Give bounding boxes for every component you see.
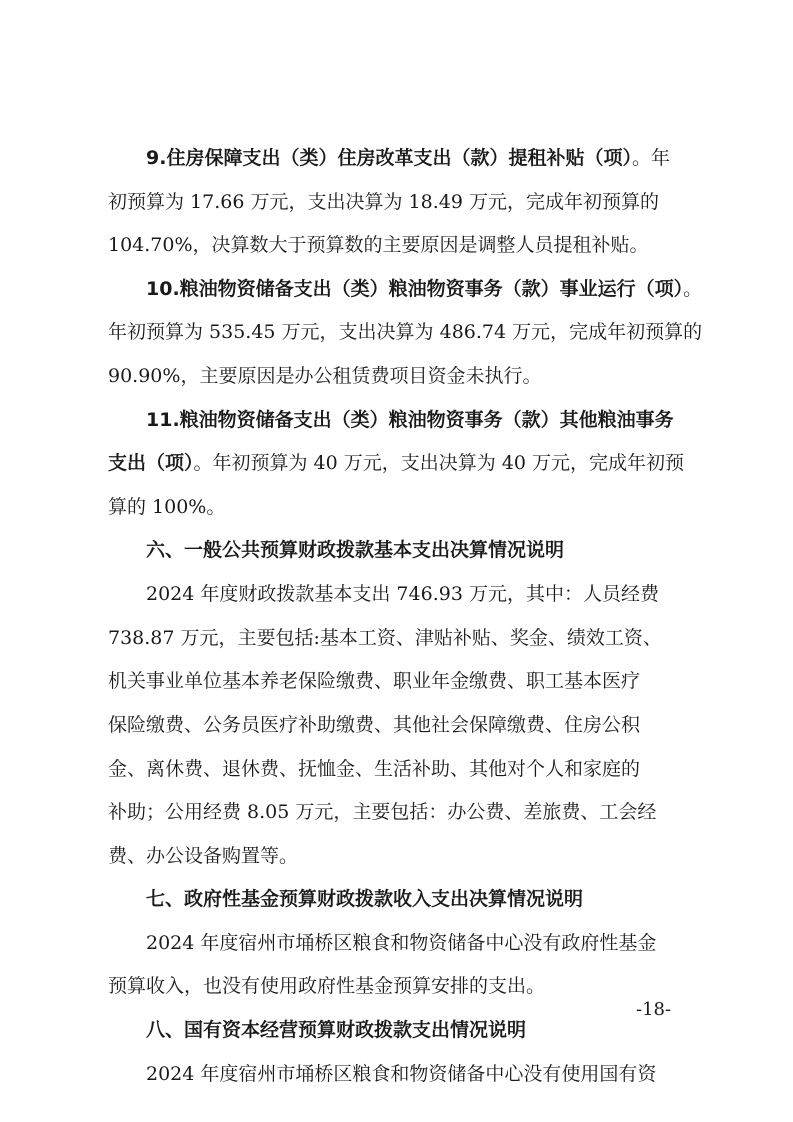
item-11-title-text-2 xyxy=(108,445,684,481)
paragraph-text: 738.87 万元，主要包括:基本工资、津贴补贴、奖金、绩效工资、 xyxy=(108,627,662,649)
section-7-heading-line xyxy=(0,881,793,917)
paragraph-line xyxy=(0,794,793,830)
section-6-heading-line xyxy=(0,532,793,568)
paragraph-text: 保险缴费、公务员医疗补助缴费、其他社会保障缴费、住房公积 xyxy=(108,714,641,736)
paragraph-line xyxy=(0,489,793,525)
item-9-title-line xyxy=(0,140,793,176)
paragraph-line xyxy=(0,1056,793,1092)
paragraph-text: 算的 100%。 xyxy=(108,496,226,518)
item-11-title: 11.粮油物资储备支出（类）粮油物资事务（款）其他粮油事务 xyxy=(146,409,674,431)
paragraph-text: 初预算为 17.66 万元，支出决算为 18.49 万元，完成年初预算的 xyxy=(108,191,659,213)
paragraph-text: 预算收入，也没有使用政府性基金预算安排的支出。 xyxy=(108,975,546,997)
paragraph-text: 金、离休费、退休费、抚恤金、生活补助、其他对个人和家庭的 xyxy=(108,758,641,780)
item-11-tail: 。年初预算为 40 万元，支出决算为 40 万元，完成年初预 xyxy=(193,452,685,474)
paragraph-text: 补助；公用经费 8.05 万元，主要包括：办公费、差旅费、工会经 xyxy=(108,801,657,823)
item-10-title: 10.粮油物资储备支出（类）粮油物资事务（款）事业运行（项） xyxy=(146,278,684,300)
item-10-title-text xyxy=(146,271,702,307)
item-9-title-text xyxy=(146,140,670,176)
paragraph-line xyxy=(0,925,793,961)
page-number: -18- xyxy=(636,999,672,1020)
paragraph-line xyxy=(0,358,793,394)
item-10-title-line xyxy=(0,271,793,307)
paragraph-text: 2024 年度宿州市埇桥区粮食和物资储备中心没有政府性基金 xyxy=(146,932,657,954)
paragraph-line xyxy=(0,707,793,743)
paragraph-line xyxy=(0,184,793,220)
paragraph-text: 2024 年度财政拨款基本支出 746.93 万元，其中：人员经费 xyxy=(146,583,659,605)
paragraph-line xyxy=(0,751,793,787)
paragraph-line xyxy=(0,227,793,263)
paragraph-text: 机关事业单位基本养老保险缴费、职业年金缴费、职工基本医疗 xyxy=(108,670,641,692)
item-10-tail: 。 xyxy=(683,278,703,300)
section-6-heading: 六、一般公共预算财政拨款基本支出决算情况说明 xyxy=(146,539,565,561)
paragraph-line xyxy=(0,968,793,1004)
paragraph-text: 2024 年度宿州市埇桥区粮食和物资储备中心没有使用国有资 xyxy=(146,1063,657,1085)
paragraph-text: 90.90%，主要原因是办公租赁费项目资金未执行。 xyxy=(108,365,542,387)
item-11-title-line xyxy=(0,402,793,438)
item-11-title-cont: 支出（项） xyxy=(108,452,194,474)
paragraph-text: 年初预算为 535.45 万元，支出决算为 486.74 万元，完成年初预算的 xyxy=(108,321,703,343)
section-8-heading: 八、国有资本经营预算财政拨款支出情况说明 xyxy=(146,1019,527,1041)
paragraph-text: 费、办公设备购置等。 xyxy=(108,845,299,867)
paragraph-line xyxy=(0,314,793,350)
item-9-tail: 。年 xyxy=(631,147,670,169)
paragraph-text: 104.70%，决算数大于预算数的主要原因是调整人员提租补贴。 xyxy=(108,234,649,256)
paragraph-line xyxy=(0,576,793,612)
paragraph-line xyxy=(0,663,793,699)
paragraph-line xyxy=(0,838,793,874)
section-8-heading-line xyxy=(0,1012,793,1048)
paragraph-line xyxy=(0,620,793,656)
item-9-title: 9.住房保障支出（类）住房改革支出（款）提租补贴（项） xyxy=(146,147,632,169)
item-11-title-line-2 xyxy=(0,445,793,481)
section-7-heading: 七、政府性基金预算财政拨款收入支出决算情况说明 xyxy=(146,888,584,910)
